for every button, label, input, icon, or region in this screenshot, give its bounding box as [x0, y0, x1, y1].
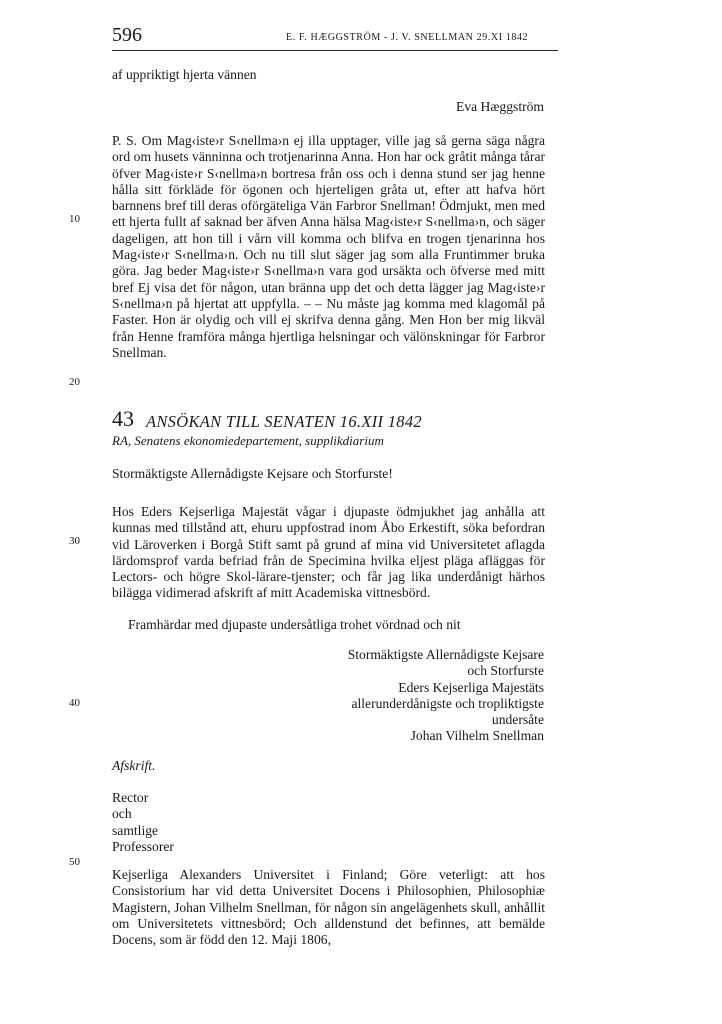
- section-number: 43: [112, 406, 134, 431]
- petition-paragraph: Hos Eders Kejserliga Majestät vågar i djupaste ödmjukhet jag anhålla att kunnas med tillstånd att, ehuru uppfostrad inom Åbo Erkestift, söka befordran vid Läroverken i Borgå Stift samt på grund af mina vid Universitetet aflagda lärdomsprof varda befriad från de Specimina hvilka eljest pläga afläggas för Lectors- och högre Skol-lärare-tjenster; och får jag lika underdånigt härhos bilägga vidimerad afskrift af mitt Academiska vittnesbörd.: [112, 504, 545, 601]
- line-number-30: 30: [69, 535, 80, 547]
- addressee-line: samtlige: [112, 822, 159, 838]
- petition-closing: Framhärdar med djupaste undersåtliga trohet vördnad och nit: [128, 617, 461, 632]
- line-number-10: 10: [69, 213, 80, 225]
- signoff-line: allerunderdånigste och tropliktigste: [351, 695, 544, 711]
- page-number: 596: [112, 24, 142, 46]
- addressee-list: [112, 790, 174, 855]
- letter-signature: Eva Hæggström: [456, 99, 544, 114]
- line-number-50: 50: [69, 856, 80, 868]
- postscript-paragraph: P. S. Om Mag‹iste›r S‹nellma›n ej illa upptager, ville jag så gerna säga några ord om husets vänninna och trotjenarinna Anna. Hon har ock gråtit många tårar öfver Mag‹iste›r S‹nellma›n bortresa från oss och i denna stund ser jag henne hålla sitt förkläde för ögonen och hjerteligen gråta ut, efter att hafva hört barnnens bref till deras oförgäteliga Vän Farbror Snellman! Ödmjukt, men med ett hjerta fullt af saknad ber äfven Anna hälsa Mag‹iste›r S‹nellma›n, och säger dageligen, att hon till i vårn vill komma och blifva en trogen tjenarinna hos Mag‹iste›r S‹nellma›n. Och nu till slut säger jag som alla Fruntimmer bruka göra. Jag beder Mag‹iste›r S‹nellma›n vara god ursäkta och öfverse med mitt bref Ej visa det för någon, utan bränna upp det och detta lägger jag Mag‹iste›r S‹nellma›n på hjertat att uppfylla. – – Nu måste jag komma med klagomål på Faster. Hon är olydig och vill ej skrifva denna gång. Men Hon ber mig likväl från Henne framföra många hjertliga helsningar och välönskningar för Farbror Snellman.: [112, 133, 545, 360]
- signoff-block: [348, 647, 544, 745]
- certificate-paragraph: Kejserliga Alexanders Universitet i Finland; Göre veterligt: att hos Consistorium har vid detta Universitet Docens i Philosophien, Philosophiæ Magistern, Johan Vilhelm Snellman, för någon sin angelägenhets skull, anhållit om Universitetets vittnesbörd; Och alldenstund det befinnes, att bemälde Docens, som är född den 12. Maji 1806,: [112, 867, 545, 948]
- line-number-20: 20: [69, 376, 80, 388]
- header-rule: [112, 50, 558, 51]
- section-source: RA, Senatens ekonomiedepartement, supplikdiarium: [112, 433, 384, 448]
- running-head: E. F. HÆGGSTRÖM - J. V. SNELLMAN 29.XI 1842: [286, 32, 529, 43]
- signoff-signature: Johan Vilhelm Snellman: [410, 728, 544, 744]
- salutation: Stormäktigste Allernådigste Kejsare och Storfurste!: [112, 466, 393, 481]
- addressee-line: Professorer: [112, 838, 174, 854]
- signoff-line: Eders Kejserliga Majestäts: [398, 679, 544, 695]
- letter-closing: af uppriktigt hjerta vännen: [112, 67, 257, 82]
- afskrift-heading: Afskrift.: [112, 758, 156, 773]
- signoff-line: undersåte: [491, 712, 544, 728]
- signoff-line: och Storfurste: [467, 663, 544, 679]
- section-title: ANSÖKAN TILL SENATEN 16.XII 1842: [146, 412, 422, 431]
- addressee-line: och: [112, 806, 132, 822]
- signoff-line: Stormäktigste Allernådigste Kejsare: [347, 647, 544, 662]
- addressee-line: Rector: [112, 790, 149, 805]
- line-number-40: 40: [69, 697, 80, 709]
